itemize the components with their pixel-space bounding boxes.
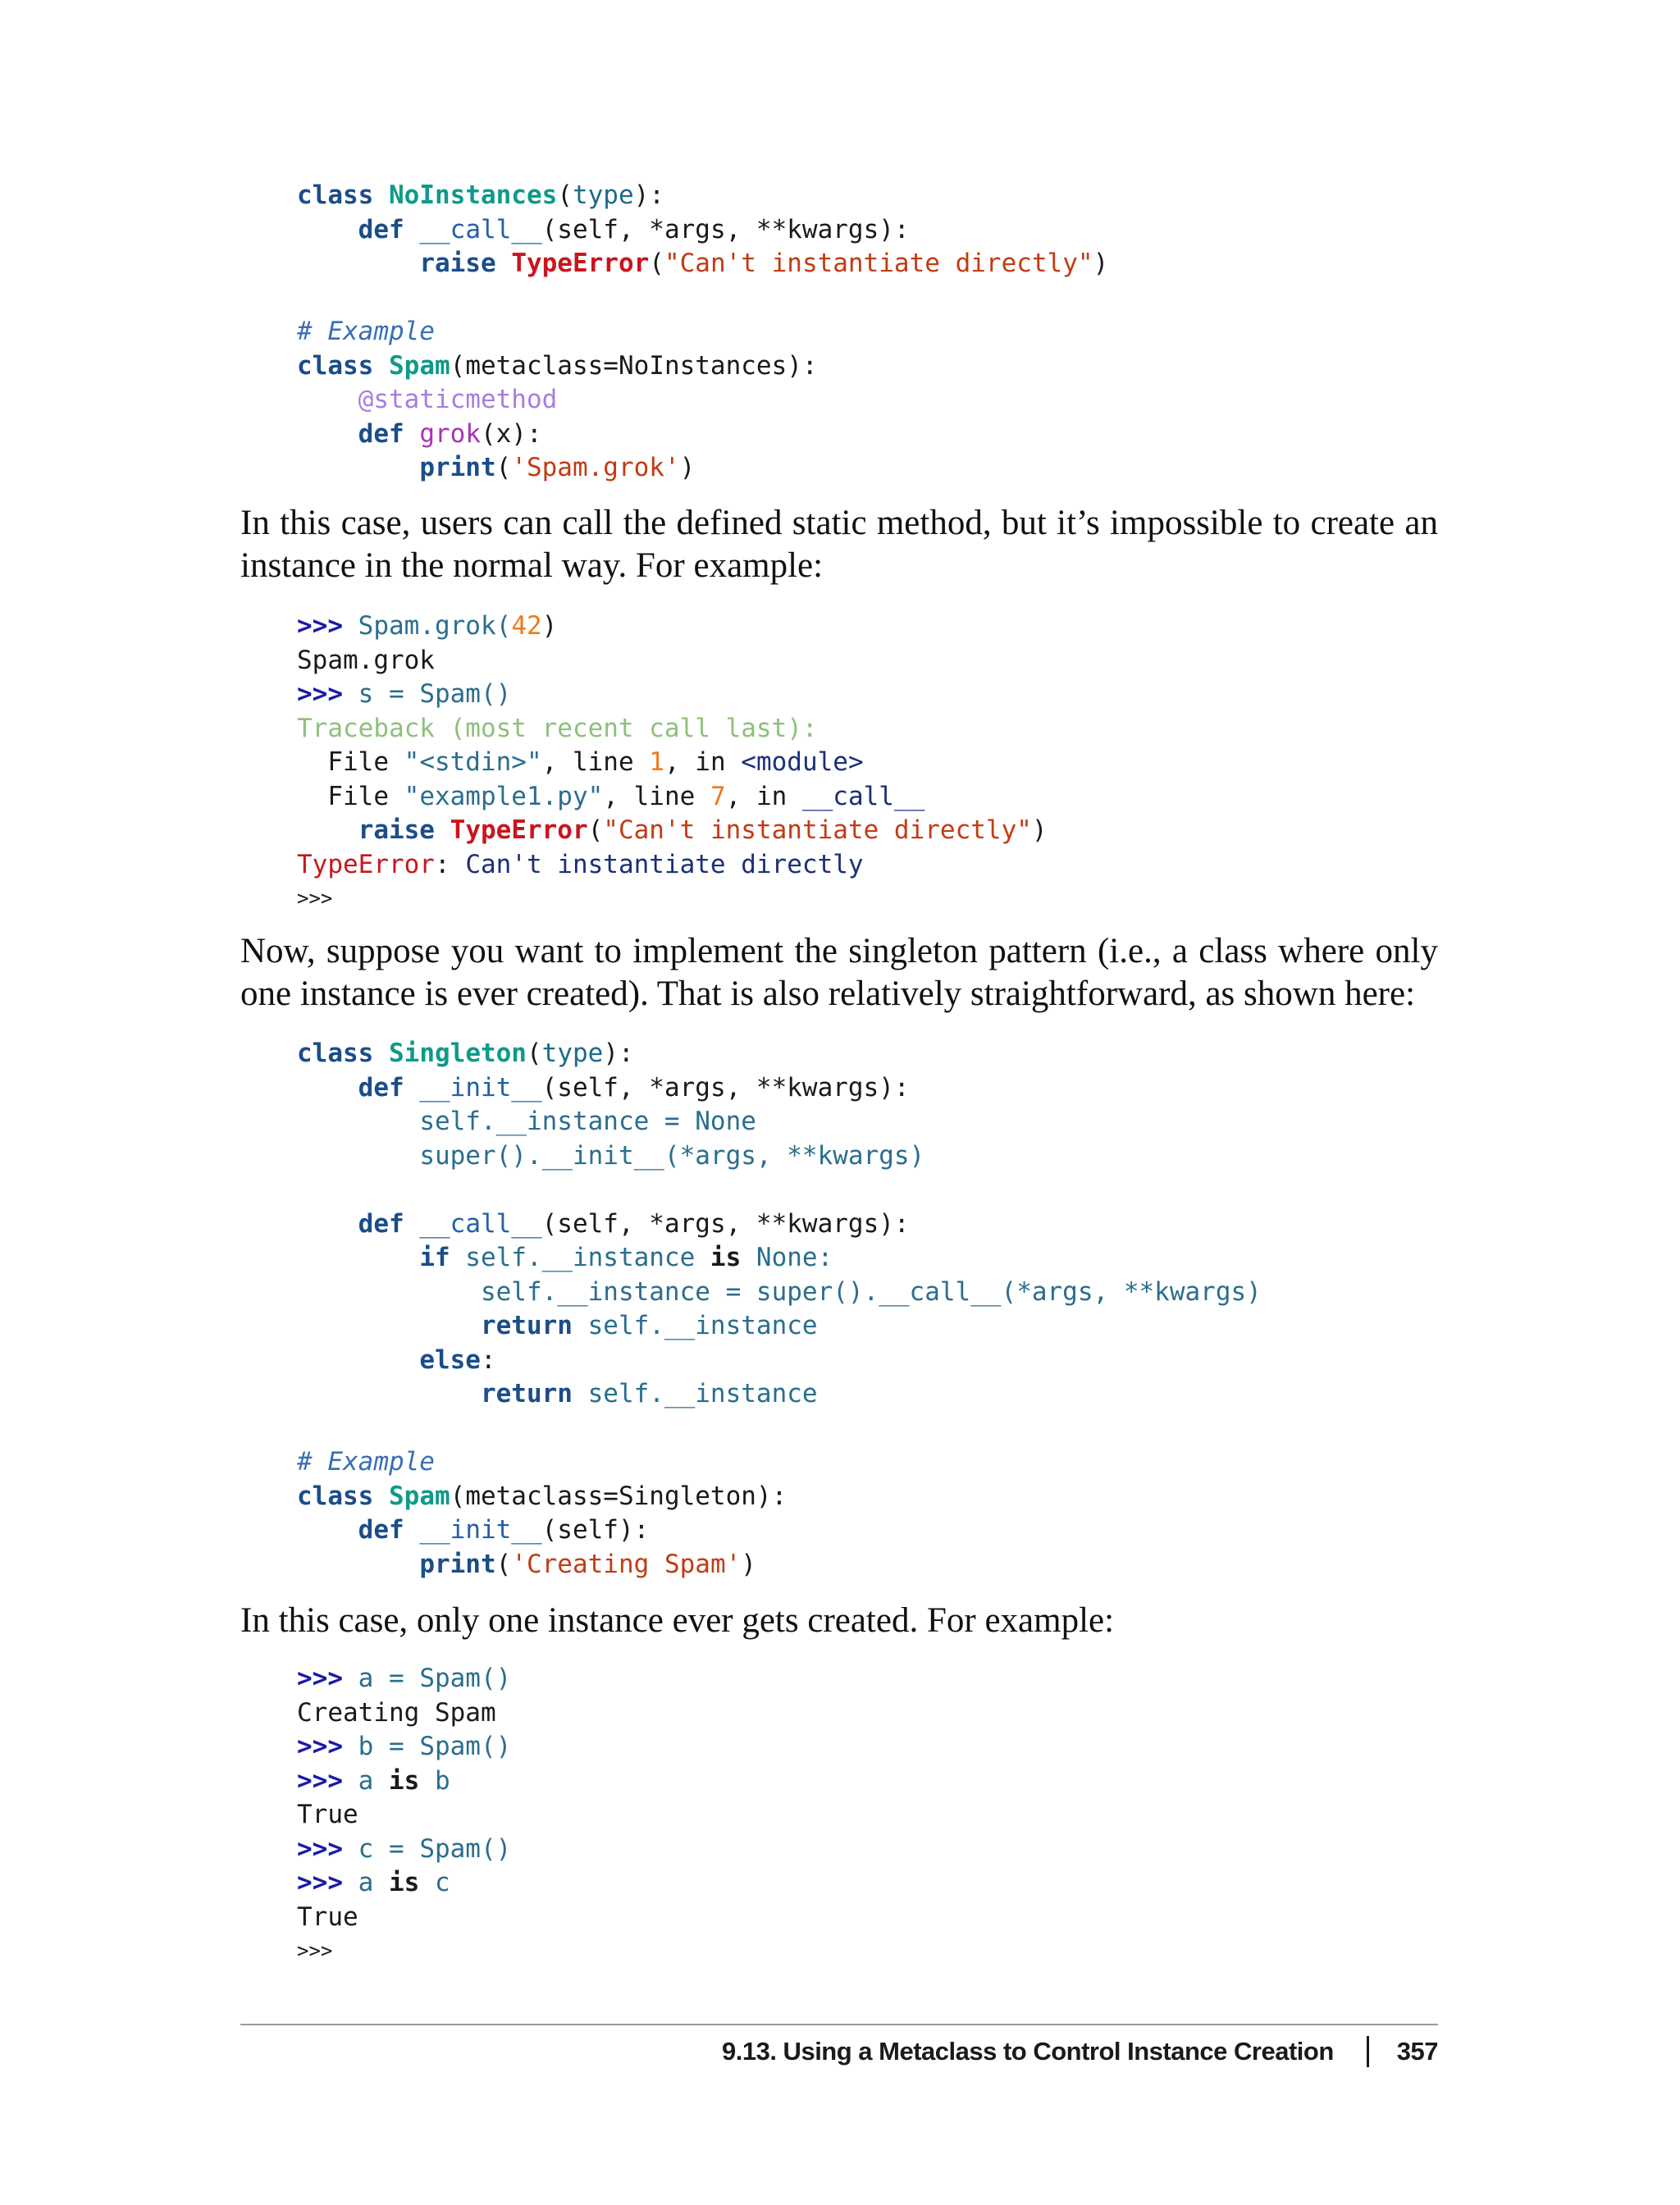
code-line: raise TypeError("Can't instantiate directly") — [419, 249, 1109, 278]
code-line: >>> s = Spam() — [297, 679, 512, 709]
traceback-header: Traceback (most recent call last): — [297, 713, 818, 743]
code-block-interactive-noinstances — [297, 609, 1048, 916]
code-line: >>> b = Spam() — [297, 1732, 512, 1761]
code-line: >>> a is b — [297, 1765, 450, 1796]
code-line: >>> a is c — [297, 1868, 450, 1897]
traceback-line: File "example1.py", line 7, in __call__ — [297, 781, 925, 811]
section-title: 9.13. Using a Metaclass to Control Instance Creation — [722, 2037, 1334, 2066]
code-blank-line — [297, 281, 1108, 316]
code-line: print('Creating Spam') — [419, 1549, 756, 1579]
code-block-singleton — [297, 1037, 1262, 1582]
code-prompt: >>> — [297, 887, 333, 910]
code-blank-line — [297, 1412, 1262, 1446]
traceback-line: raise TypeError("Can't instantiate directly") — [358, 815, 1048, 845]
traceback-line: File "<stdin>", line 1, in <module> — [297, 747, 864, 777]
code-line: self.__instance = super().__call__(*args, **kwargs) — [480, 1276, 1262, 1307]
page-footer — [722, 2036, 1438, 2067]
code-line: class Singleton(type): — [297, 1039, 634, 1068]
code-line: # Example — [297, 317, 435, 346]
code-output-line: True — [297, 1901, 358, 1932]
code-line: def __init__(self): — [358, 1515, 650, 1545]
code-line: return self.__instance — [480, 1311, 818, 1340]
code-line: class Spam(metaclass=NoInstances): — [297, 350, 818, 381]
footer-rule — [240, 2024, 1438, 2025]
code-line: >>> c = Spam() — [297, 1833, 512, 1864]
code-line: def grok(x): — [358, 418, 542, 449]
code-output-line: Creating Spam — [297, 1697, 496, 1728]
code-line: super().__init__(*args, **kwargs) — [419, 1140, 925, 1171]
code-line: @staticmethod — [358, 385, 558, 414]
code-output-line: True — [297, 1800, 358, 1829]
code-line: if self.__instance is None: — [419, 1243, 833, 1272]
code-prompt: >>> — [297, 1939, 333, 1962]
page-number: 357 — [1396, 2037, 1438, 2066]
code-line: class NoInstances(type): — [297, 180, 664, 210]
code-line: >>> Spam.grok(42) — [297, 611, 558, 641]
code-line: def __call__(self, *args, **kwargs): — [358, 214, 910, 244]
code-line: return self.__instance — [480, 1379, 818, 1408]
code-output-line: Spam.grok — [297, 645, 435, 675]
code-blank-line — [297, 1173, 1262, 1208]
code-line: self.__instance = None — [419, 1107, 756, 1136]
paragraph-singleton-example: In this case, only one instance ever gets created. For example: — [240, 1601, 1115, 1640]
code-block-noinstances — [297, 179, 1108, 486]
paragraph-singleton-intro: Now, suppose you want to implement the singleton pattern (i.e., a class where only one instance is ever created). That is also relatively straightforward, as shown here: — [240, 932, 1438, 1013]
code-line: print('Spam.grok') — [419, 453, 696, 482]
code-line: else: — [419, 1344, 496, 1375]
code-line: >>> a = Spam() — [297, 1664, 512, 1693]
code-line: # Example — [297, 1447, 435, 1477]
paragraph-intro-static-method: In this case, users can call the defined static method, but it’s impossible to create an instance in the normal way. For example: — [240, 504, 1438, 585]
code-line: def __init__(self, *args, **kwargs): — [358, 1072, 910, 1102]
footer-separator — [1367, 2036, 1369, 2067]
code-line: def __call__(self, *args, **kwargs): — [358, 1208, 910, 1239]
code-line: class Spam(metaclass=Singleton): — [297, 1481, 788, 1511]
error-line: TypeError: Can't instantiate directly — [297, 849, 864, 879]
code-block-interactive-singleton — [297, 1662, 511, 1969]
